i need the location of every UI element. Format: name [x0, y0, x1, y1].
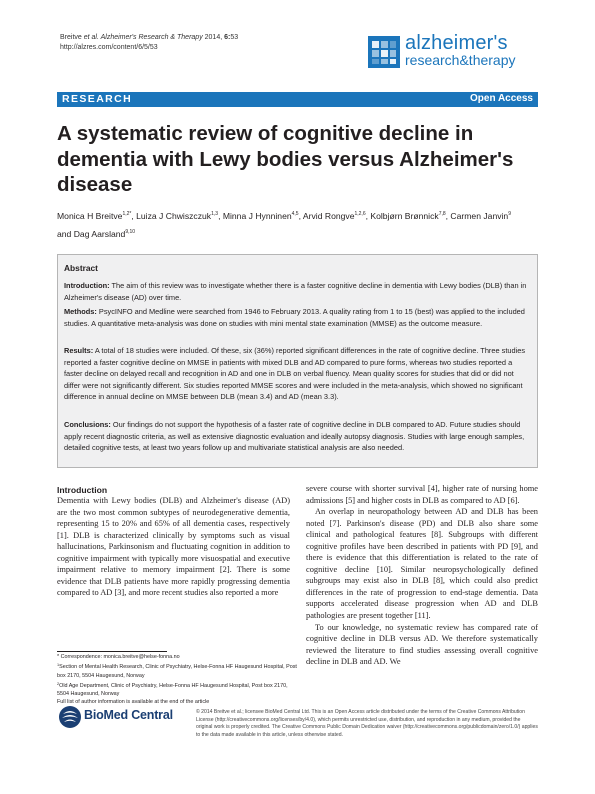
citation-volume: 6:	[224, 34, 231, 41]
citation-year: 2014,	[202, 34, 225, 41]
body-paragraph: severe course with shorter survival [4], higher rate of nursing home admissions [5] and higher costs in DLB as compared to AD [6].	[306, 484, 538, 505]
abstract-results-label: Results:	[64, 346, 94, 355]
affiliation-text: Section of Mental Health Research, Clinic of Psychiatry, Helse-Fonna HF Haugesund Hospital, Post box 2170, 5504 Haugesund, Norway	[57, 664, 297, 679]
affiliation-note	[57, 661, 297, 680]
affiliation-marker: 1	[57, 663, 60, 668]
author-affiliation-marker: 9	[508, 211, 511, 217]
author-list	[57, 206, 527, 242]
journal-logo[interactable]	[368, 32, 540, 70]
author-name[interactable]: , Arvid Rongve	[298, 211, 355, 221]
author-affiliation-marker: 4,5	[291, 211, 299, 217]
license-statement: © 2014 Breitve et al.; licensee BioMed Central Ltd. This is an Open Access article distributed under the terms of the Creative Commons Attribution License (http://creativecommons.org/licenses/by/4.0), which permits unrestricted use, distribution, and reproduction in any medium, provided the original work is properly credited. The Creative Commons Public Domain Dedication waiver (http://creativecommons.org/publicdomain/zero/1.0/) applies to the data made available in this article, unless otherwise stated.	[196, 709, 538, 738]
abstract-box	[57, 254, 538, 468]
affiliation-marker: 2	[57, 681, 60, 686]
abstract-introduction-label: Introduction:	[64, 281, 110, 290]
article-type-band	[57, 92, 538, 107]
abstract-conclusions-text: Our findings do not support the hypothesis of a faster rate of cognitive decline in DLB compared to AD. Future studies should apply recent diagnostic criteria, as well as extensive diagnostic evaluation and ideally autopsy diagnosis. Studies with large enough samples, detailed cognitive tests, at least two years follow up and multivariate statistical analysis are also needed.	[64, 420, 525, 453]
author-name[interactable]: Monica H Breitve	[57, 211, 123, 221]
author-affiliation-marker: 1,3	[211, 211, 219, 217]
author-affiliation-marker: 1,2*	[122, 211, 132, 217]
introduction-heading: Introduction	[57, 485, 108, 495]
article-type-label: RESEARCH	[62, 93, 133, 105]
author-info-note: Full list of author information is available at the end of the article	[57, 699, 210, 706]
author-name[interactable]: , Luiza J Chwiszczuk	[131, 211, 212, 221]
citation-header	[60, 33, 238, 53]
footnote-divider	[57, 651, 167, 652]
brain-logo-icon	[368, 36, 400, 68]
affiliation-text: Old Age Department, Clinic of Psychiatry, Helse-Fonna HF Haugesund Hospital, Post box 2170, 5504 Haugesund, Norway	[57, 682, 288, 698]
author-affiliation-marker: 9,10	[125, 229, 136, 235]
abstract-introduction-text: The aim of this review was to investigate whether there is a faster cognitive decline in dementia with Lewy bodies (DLB) than in Alzheimer's disease (AD) over time.	[64, 281, 527, 302]
correspondence-note[interactable]: * Correspondence: monica.breitve@helse-fonna.no	[57, 654, 180, 660]
citation-authors: Breitve	[60, 34, 84, 41]
author-affiliation-marker: 1,2,6	[354, 211, 366, 217]
author-name[interactable]: and Dag Aarsland	[57, 229, 126, 239]
affiliation-note	[57, 680, 297, 699]
body-paragraph: An overlap in neuropathology between AD and DLB has been noted [7]. Parkinson's disease (PD) and DLB also share some clinical and pathological features [8]. Subgroups with different cognitive profiles have been described in patients with PD [9], and there is evidence that this differentiation is related to the rate of cognitive decline [10]. Similar neuropsychologically defined subgroups may exist also in DLB [8], which could also predict differences in the rate of progression to end-stage dementia. Data supports accelerated disease progression when AD and DLB pathologies are present together [11].	[306, 507, 538, 621]
publisher-logo[interactable]	[58, 704, 178, 730]
logo-text-research-therapy: research&therapy	[405, 52, 516, 68]
citation-article: 53	[230, 34, 239, 41]
abstract-results	[64, 345, 530, 403]
abstract-methods-text: PsycINFO and Medline were searched from 1946 to February 2013. A quality rating from 1 to 15 (best) was applied to the included studies. A quantitative meta-analysis was done on studies with mini mental state examination (MMSE) as the outcome measure.	[64, 307, 525, 328]
author-affiliation-marker: 7,8	[438, 211, 446, 217]
footnotes	[57, 653, 297, 707]
author-name[interactable]: , Minna J Hynninen	[218, 211, 292, 221]
body-right-column	[306, 483, 538, 668]
logo-text-alzheimers: alzheimer's	[405, 32, 508, 54]
abstract-heading: Abstract	[64, 263, 98, 273]
abstract-methods-label: Methods:	[64, 307, 97, 316]
abstract-results-text: A total of 18 studies were included. Of these, six (36%) reported significant differences in the rate of cognitive decline. Three studies reported a faster cognitive decline on MMSE in patients with mixed DLB and AD compared to pure forms, whereas two studies reported a faster decline on delayed recall and recognition in AD and one in DLB on verbal fluency. Mean quality scores for studies that did or did not differ were not significantly different. Six studies reported MMSE scores and were included in the meta-analysis, which showed no significant difference in annual decline on MMSE between DLB (mean 3.4) and AD (mean 3.3).	[64, 346, 526, 402]
article-title: A systematic review of cognitive decline in dementia with Lewy bodies versus Alzheimer's disease	[57, 122, 514, 196]
body-left-column: Dementia with Lewy bodies (DLB) and Alzheimer's disease (AD) are the two most common subtypes of neurodegenerative dementia, representing 15 to 20% and 65% of all dementia cases, respectively [1]. DLB is characterized clinically by symptoms such as visual hallucinations, Parkinsonism and fluctuating cognition in addition to cognitive impairment with typically more visuospatial and executive impairment relative to memory impairment [2]. There is some evidence that DLB patients have more rapidly progressing dementia compared to AD [3], and more recent studies also reported a more	[57, 496, 290, 598]
abstract-conclusions-label: Conclusions:	[64, 420, 111, 429]
open-access-label: Open Access	[470, 93, 533, 104]
article-url[interactable]: http://alzres.com/content/6/5/53	[60, 44, 158, 51]
citation-line	[60, 33, 238, 43]
publisher-name: BioMed Central	[84, 708, 173, 722]
abstract-conclusions	[64, 419, 530, 454]
author-name[interactable]: , Kolbjørn Brønnick	[365, 211, 439, 221]
abstract-methods	[64, 306, 530, 329]
biomed-central-icon	[58, 705, 82, 729]
abstract-introduction	[64, 280, 530, 303]
body-paragraph: To our knowledge, no systematic review has compared rate of cognitive decline in DLB versus AD. We therefore systematically reviewed the literature to find studies assessing overall cognitive decline in DLB and AD. We	[306, 622, 538, 667]
citation-journal: et al. Alzheimer's Research & Therapy	[83, 34, 203, 41]
author-name[interactable]: , Carmen Janvin	[445, 211, 509, 221]
